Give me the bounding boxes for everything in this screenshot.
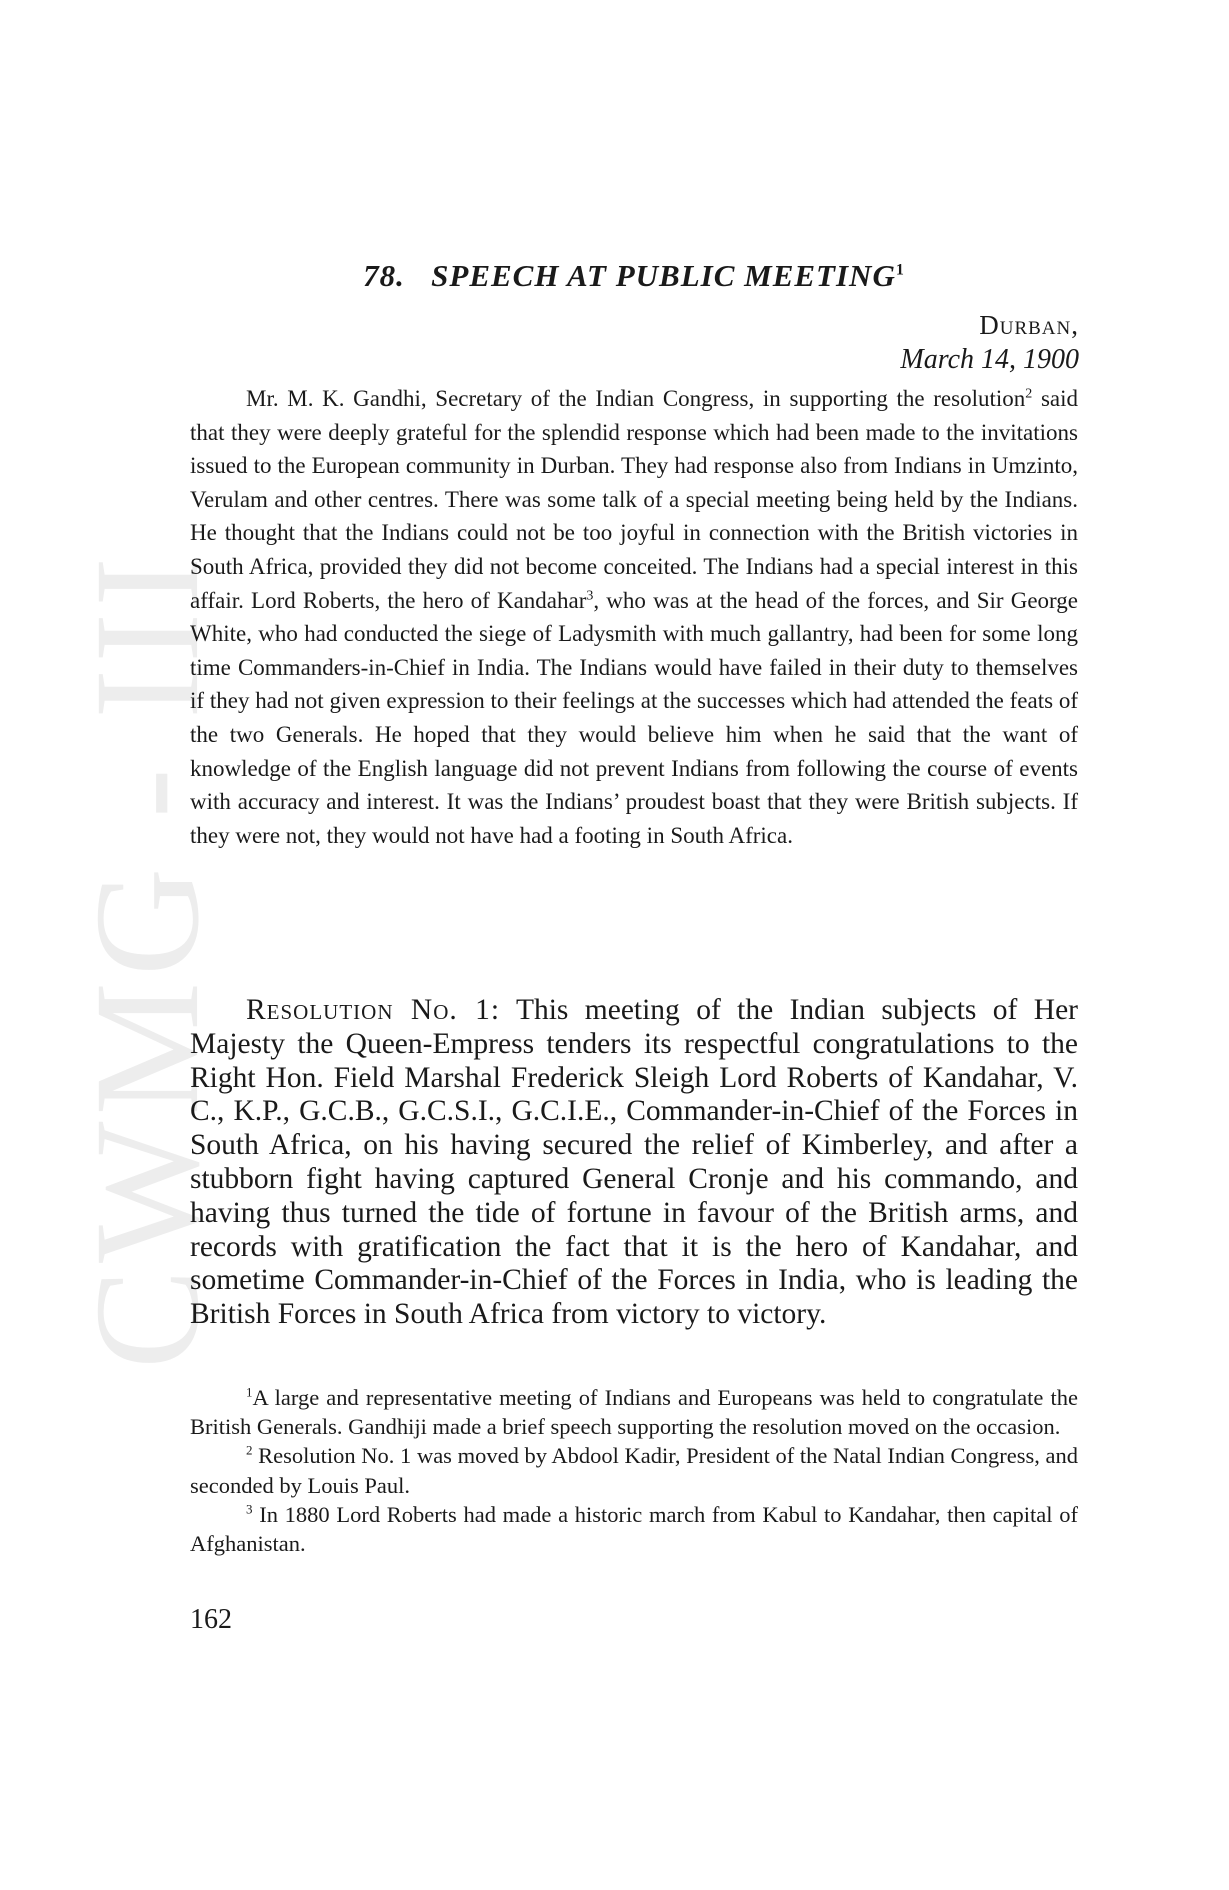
dateline-date: March 14, 1900 — [900, 344, 1079, 375]
speech-paragraph — [190, 382, 1078, 852]
footnotes — [190, 1383, 1078, 1558]
footnote-ref-1: 1 — [895, 261, 905, 279]
footnote — [190, 1441, 1078, 1499]
footnote-mark: 3 — [246, 1501, 253, 1517]
page-title — [190, 258, 1078, 294]
speech-text-1: Mr. M. K. Gandhi, Secretary of the Indian Congress, in supporting the resolution — [246, 386, 1026, 411]
speech-text-3: , who was at the head of the forces, and Sir George White, who had conducted the siege of Ladysmith with much gallantry, had been for some long time Commanders-in-Chief in India. The Indians would have failed in their duty to themselves if they had not given expression to their feelings at the successes which had attended the feats of the two Generals. He hoped that they would believe him when he said that the want of knowledge of the English language did not prevent Indians from following the course of events with accuracy and interest. It was the Indians’ proudest boast that they were British subjects. If they were not, they would not have had a footing in South Africa. — [190, 587, 1078, 848]
footnote — [190, 1500, 1078, 1558]
resolution-label: Resolution No. 1: — [246, 994, 501, 1026]
section-number: 78. — [363, 258, 405, 293]
footnote-text: In 1880 Lord Roberts had made a historic march from Kabul to Kandahar, then capital of Afghanistan. — [190, 1501, 1078, 1557]
dateline-place: Durban, — [979, 310, 1079, 340]
footnote-text: Resolution No. 1 was moved by Abdool Kadir, President of the Natal Indian Congress, and seconded by Louis Paul. — [190, 1443, 1078, 1498]
watermark-text: CWMG - III — [64, 550, 231, 1370]
footnote-ref-2: 2 — [1025, 386, 1033, 402]
speech-text-2: said that they were deeply grateful for the splendid response which had been made to the invitations issued to the European community in Durban. They had response also from Indians in Umzinto, Verulam and other centres. There was some talk of a special meeting being held by the Indians. He thought that the Indians could not be too joyful in connection with the British victories in South Africa, provided they did not become conceited. The Indians had a special interest in this affair. Lord Roberts, the hero of Kandahar — [190, 386, 1078, 613]
page-number: 162 — [190, 1604, 232, 1635]
section-title: SPEECH AT PUBLIC MEETING — [431, 258, 896, 293]
resolution-text: This meeting of the Indian subjects of Her Majesty the Queen-Empress tenders its respectful congratulations to the Right Hon. Field Marshal Frederick Sleigh Lord Roberts of Kandahar, V. C., K.P., G.C.B., G.C.S.I., G.C.I.E., Commander-in-Chief of the Forces in South Africa, on his having secured the relief of Kimberley, and after a stubborn fight having captured General Cronje and his commando, and having thus turned the tide of fortune in favour of the British arms, and records with gratification the fact that it is the hero of Kandahar, and sometime Commander-in-Chief of the Forces in India, who is leading the British Forces in South Africa from victory to victory. — [190, 994, 1078, 1331]
footnote-mark: 2 — [246, 1442, 253, 1458]
footnote-ref-3: 3 — [586, 587, 594, 603]
footnote — [190, 1383, 1078, 1441]
resolution-paragraph — [190, 994, 1078, 1332]
footnote-mark: 1 — [246, 1384, 253, 1400]
footnote-text: A large and representative meeting of Indians and Europeans was held to congratulate the British Generals. Gandhiji made a brief speech supporting the resolution moved on the occasion. — [190, 1385, 1078, 1440]
